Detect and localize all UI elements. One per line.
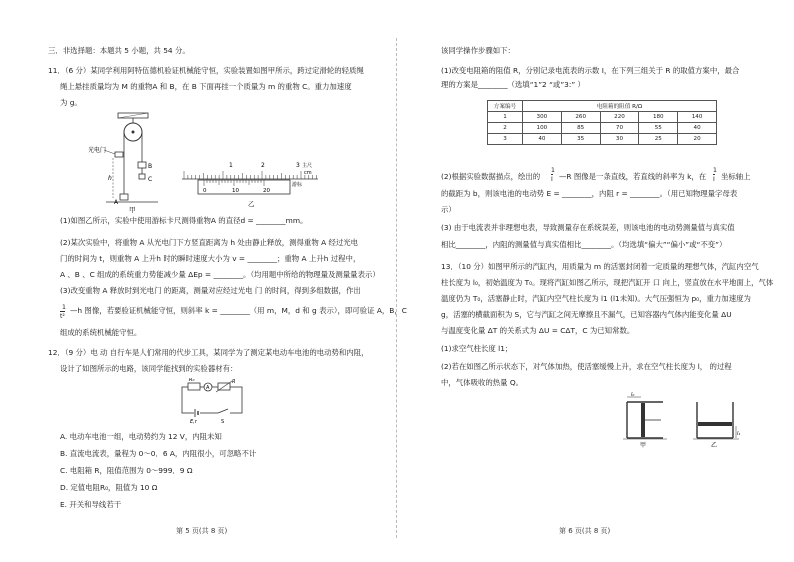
- table-cell: 40: [678, 123, 717, 134]
- cylinder-figures: [623, 392, 763, 448]
- table-cell: 25: [639, 134, 678, 145]
- q12-item-D: D. 定值电阻R₀，阻值为 10 Ω: [60, 483, 158, 492]
- step2-line2: 的截距为 b，则该电池的电动势 E = ________，内阻 r = ________。（用已知物理量字母表: [441, 189, 738, 198]
- atwood-figure: [86, 112, 176, 214]
- table-cell: 3: [488, 134, 523, 145]
- table-row: [488, 112, 717, 123]
- q13-line4: g，活塞的横截面积为 S，它与汽缸之间无摩擦且不漏气，已知容器内气体内能变化量 ΔU: [441, 310, 732, 319]
- h-label: h: [108, 175, 112, 182]
- B-label: B: [148, 163, 153, 170]
- table-cell: 30: [600, 134, 639, 145]
- step2-frac2-num: 1: [713, 167, 717, 174]
- step2-frac-num: 1: [551, 167, 555, 174]
- weight-B: [138, 162, 146, 168]
- q11-part2-line2: 门的时间为 t，则重物 A 上升h 时的瞬时速度大小为 v = ________；重物 A 上升h 过程中，: [60, 254, 361, 263]
- ammeter-label: A: [206, 385, 210, 391]
- C-label: C: [148, 176, 153, 183]
- q11-frac-den: t²: [60, 313, 65, 320]
- caption-yi: 乙: [248, 200, 255, 208]
- q13-line1: 13．（10 分）如图甲所示的汽缸内，用质量为 m 的活塞封闭着一定质量的理想气体，汽缸内空气: [441, 262, 759, 271]
- step1-line1: (1)改变电阻箱的阻值 R，分别记录电流表的示数 I，在下列三组关于 R 的取值方案中，最合: [441, 66, 740, 75]
- R0-label: R₀: [189, 378, 195, 383]
- q12-item-C: C. 电阻箱 R，阻值范围为 0～999．9 Ω: [60, 466, 193, 475]
- table-cell: 20: [678, 134, 717, 145]
- q12-item-B: B. 直流电流表，量程为 0～0．6 A，内阻很小，可忽略不计: [60, 449, 257, 458]
- photogate-label: 光电门: [88, 147, 107, 154]
- R-label: R: [232, 379, 236, 385]
- table-cell: 140: [678, 112, 717, 123]
- q11-frac-num: 1: [62, 304, 66, 311]
- section-heading: 三．非选择题：本题共 5 小题，共 54 分。: [48, 46, 190, 55]
- step3-line1: (3) 由于电流表并非理想电表，导致测量存在系统误差，则该电池的电动势测量值与真实值: [441, 223, 735, 232]
- circuit-figure: [178, 378, 248, 424]
- table-header-row: [488, 101, 717, 112]
- resistance-table: [487, 100, 717, 145]
- q11-part3-line1: (3)改变重物 A 释放时到光电门 的距离，测量对应经过光电 门 的时间，得到多组数据，作出: [60, 286, 361, 295]
- main-scale-ticks: [184, 171, 317, 179]
- main-scale-num-2: 2: [261, 162, 265, 169]
- table-cell: 2: [488, 123, 523, 134]
- vernier-num-10: 10: [232, 188, 239, 194]
- vernier-figure: [178, 158, 338, 214]
- step2-post: —R 图像是一条直线，若直线的斜率为 k，在: [559, 172, 707, 181]
- step2-pre: (2)根据实验数据描点，绘出的: [441, 172, 541, 181]
- A-label: A: [114, 199, 119, 206]
- q11-line1: 11．（6 分）某同学利用阿特伍德机验证机械能守恒，实验装置如图甲所示，跨过定滑轮的轻质绳: [48, 66, 364, 75]
- step2-frac-den: I: [551, 176, 553, 183]
- q11-line3: 为 g。: [60, 98, 82, 107]
- resistor-R0: [188, 383, 200, 390]
- step2-tail: 坐标轴上: [721, 172, 751, 181]
- table-header-resistance: 电阻箱的阻值 R/Ω: [523, 101, 717, 112]
- table-cell: 85: [561, 123, 600, 134]
- right-page: [397, 0, 794, 562]
- step1-line2: 理的方案是________（选填“1”2 “或”3:” ）: [441, 80, 585, 89]
- table-cell: 300: [523, 112, 562, 123]
- q11-part1: (1)如图乙所示，实验中使用游标卡尺测得重物A 的直径d = ________mm。: [60, 216, 308, 225]
- table-cell: 70: [600, 123, 639, 134]
- steps-intro: 该同学操作步骤如下：: [441, 46, 515, 55]
- caption-yi-right: 乙: [711, 442, 718, 448]
- table-cell: 180: [639, 112, 678, 123]
- table-cell: 55: [639, 123, 678, 134]
- step2-line3: 示）: [441, 205, 456, 214]
- q11-line2: 绳上悬挂质量均为 M 的重物A 和 B，在 B 下面再挂一个质量为 m 的重物 C。重力加速度: [60, 82, 352, 91]
- piston-jia: [641, 403, 645, 437]
- main-scale-num-3: 3: [296, 162, 300, 169]
- S-label: S: [221, 419, 225, 424]
- l0-label: l₀: [631, 392, 635, 398]
- piston-yi: [698, 422, 732, 426]
- q12-line1: 12．（9 分）电 动 自行车是人们常用的代步工具，某同学为了测定某电动车电池的电动势和内阻，: [48, 348, 369, 357]
- q13-line2: 柱长度为 l₀，初始温度为 T₀。现将汽缸如图乙所示，现把汽缸开 口 向上，竖直放在水平地面上，气体: [441, 278, 774, 287]
- q12-item-A: A. 电动车电池一组，电动势约为 12 V，内阻未知: [60, 432, 222, 441]
- table-cell: 100: [523, 123, 562, 134]
- photogate: [115, 152, 123, 157]
- right-page-footer: 第 6 页(共 8 页): [559, 527, 611, 535]
- step3-line2: 相比________，内阻的测量值与真实值相比________。（均选填“偏大”“偏小”或“不变”）: [441, 240, 727, 249]
- vernier-num-20: 20: [263, 188, 270, 194]
- table-cell: 220: [600, 112, 639, 123]
- table-cell: 40: [523, 134, 562, 145]
- q11-part2-line1: (2)某次实验中，将重物 A 从光电门下方竖直距离为 h 处由静止释放，测得重物 A 经过光电: [60, 238, 359, 247]
- table-row: [488, 134, 717, 145]
- table-cell: 35: [561, 134, 600, 145]
- table-cell: 260: [561, 112, 600, 123]
- caption-jia-right: 甲: [640, 442, 647, 448]
- weight-A: [120, 194, 128, 200]
- Er-label: E,r: [190, 419, 197, 424]
- circuit-loop: [182, 387, 242, 413]
- main-scale-num-1: 1: [229, 162, 233, 169]
- weight-C: [139, 174, 145, 179]
- q12-item-E: E. 开关和导线若干: [60, 500, 122, 509]
- q13-part2-line1: (2)若在如图乙所示状态下，对气体加热，使活塞缓慢上升，求在空气柱长度为 l， 的过程: [441, 362, 732, 371]
- q13-part1: (1)求空气柱长度 l1；: [441, 344, 513, 353]
- vernier-body: [198, 180, 290, 194]
- step2-frac2-den: I: [713, 176, 715, 183]
- caption-jia: 甲: [129, 206, 136, 214]
- l1-label: l₁: [737, 431, 741, 437]
- vernier-num-0: 0: [203, 188, 207, 194]
- q11-part2-line3: A 、B 、C 组成的系统重力势能减少量 ΔEp = ________。（均用题中所给的物理量及测量量表示）: [60, 270, 380, 279]
- q11-part3-line3: 组成的系统机械能守恒。: [60, 328, 142, 337]
- table-cell: 1: [488, 112, 523, 123]
- unit-label: cm: [304, 170, 312, 176]
- q11-part3-line2: —h 图像，若要验证机械能守恒，则斜率 k = ________（用 m，M，d 和 g 表示），即可验证 A，B，C: [70, 306, 407, 315]
- main-scale-label: 主尺: [302, 163, 313, 169]
- q12-line2: 设计了如图所示的电路，该同学能找到的实验器材有：: [60, 364, 238, 373]
- q13-part2-line2: 中，气体吸收的热量 Q。: [441, 378, 524, 387]
- table-row: [488, 123, 717, 134]
- vernier-label: 游标: [292, 182, 303, 188]
- table-header-scheme: 方案编号: [488, 101, 523, 112]
- q13-line3: 温度仍为 T₀，活塞静止时，汽缸内空气柱长度为 l1 (l1未知)。大气压强恒为 p₀，重力加速度为: [441, 294, 751, 303]
- left-page-footer: 第 5 页(共 8 页): [176, 527, 228, 535]
- q13-line5: 与温度变化量 ΔT 的关系式为 ΔU = CΔT，C 为已知常数。: [441, 326, 635, 335]
